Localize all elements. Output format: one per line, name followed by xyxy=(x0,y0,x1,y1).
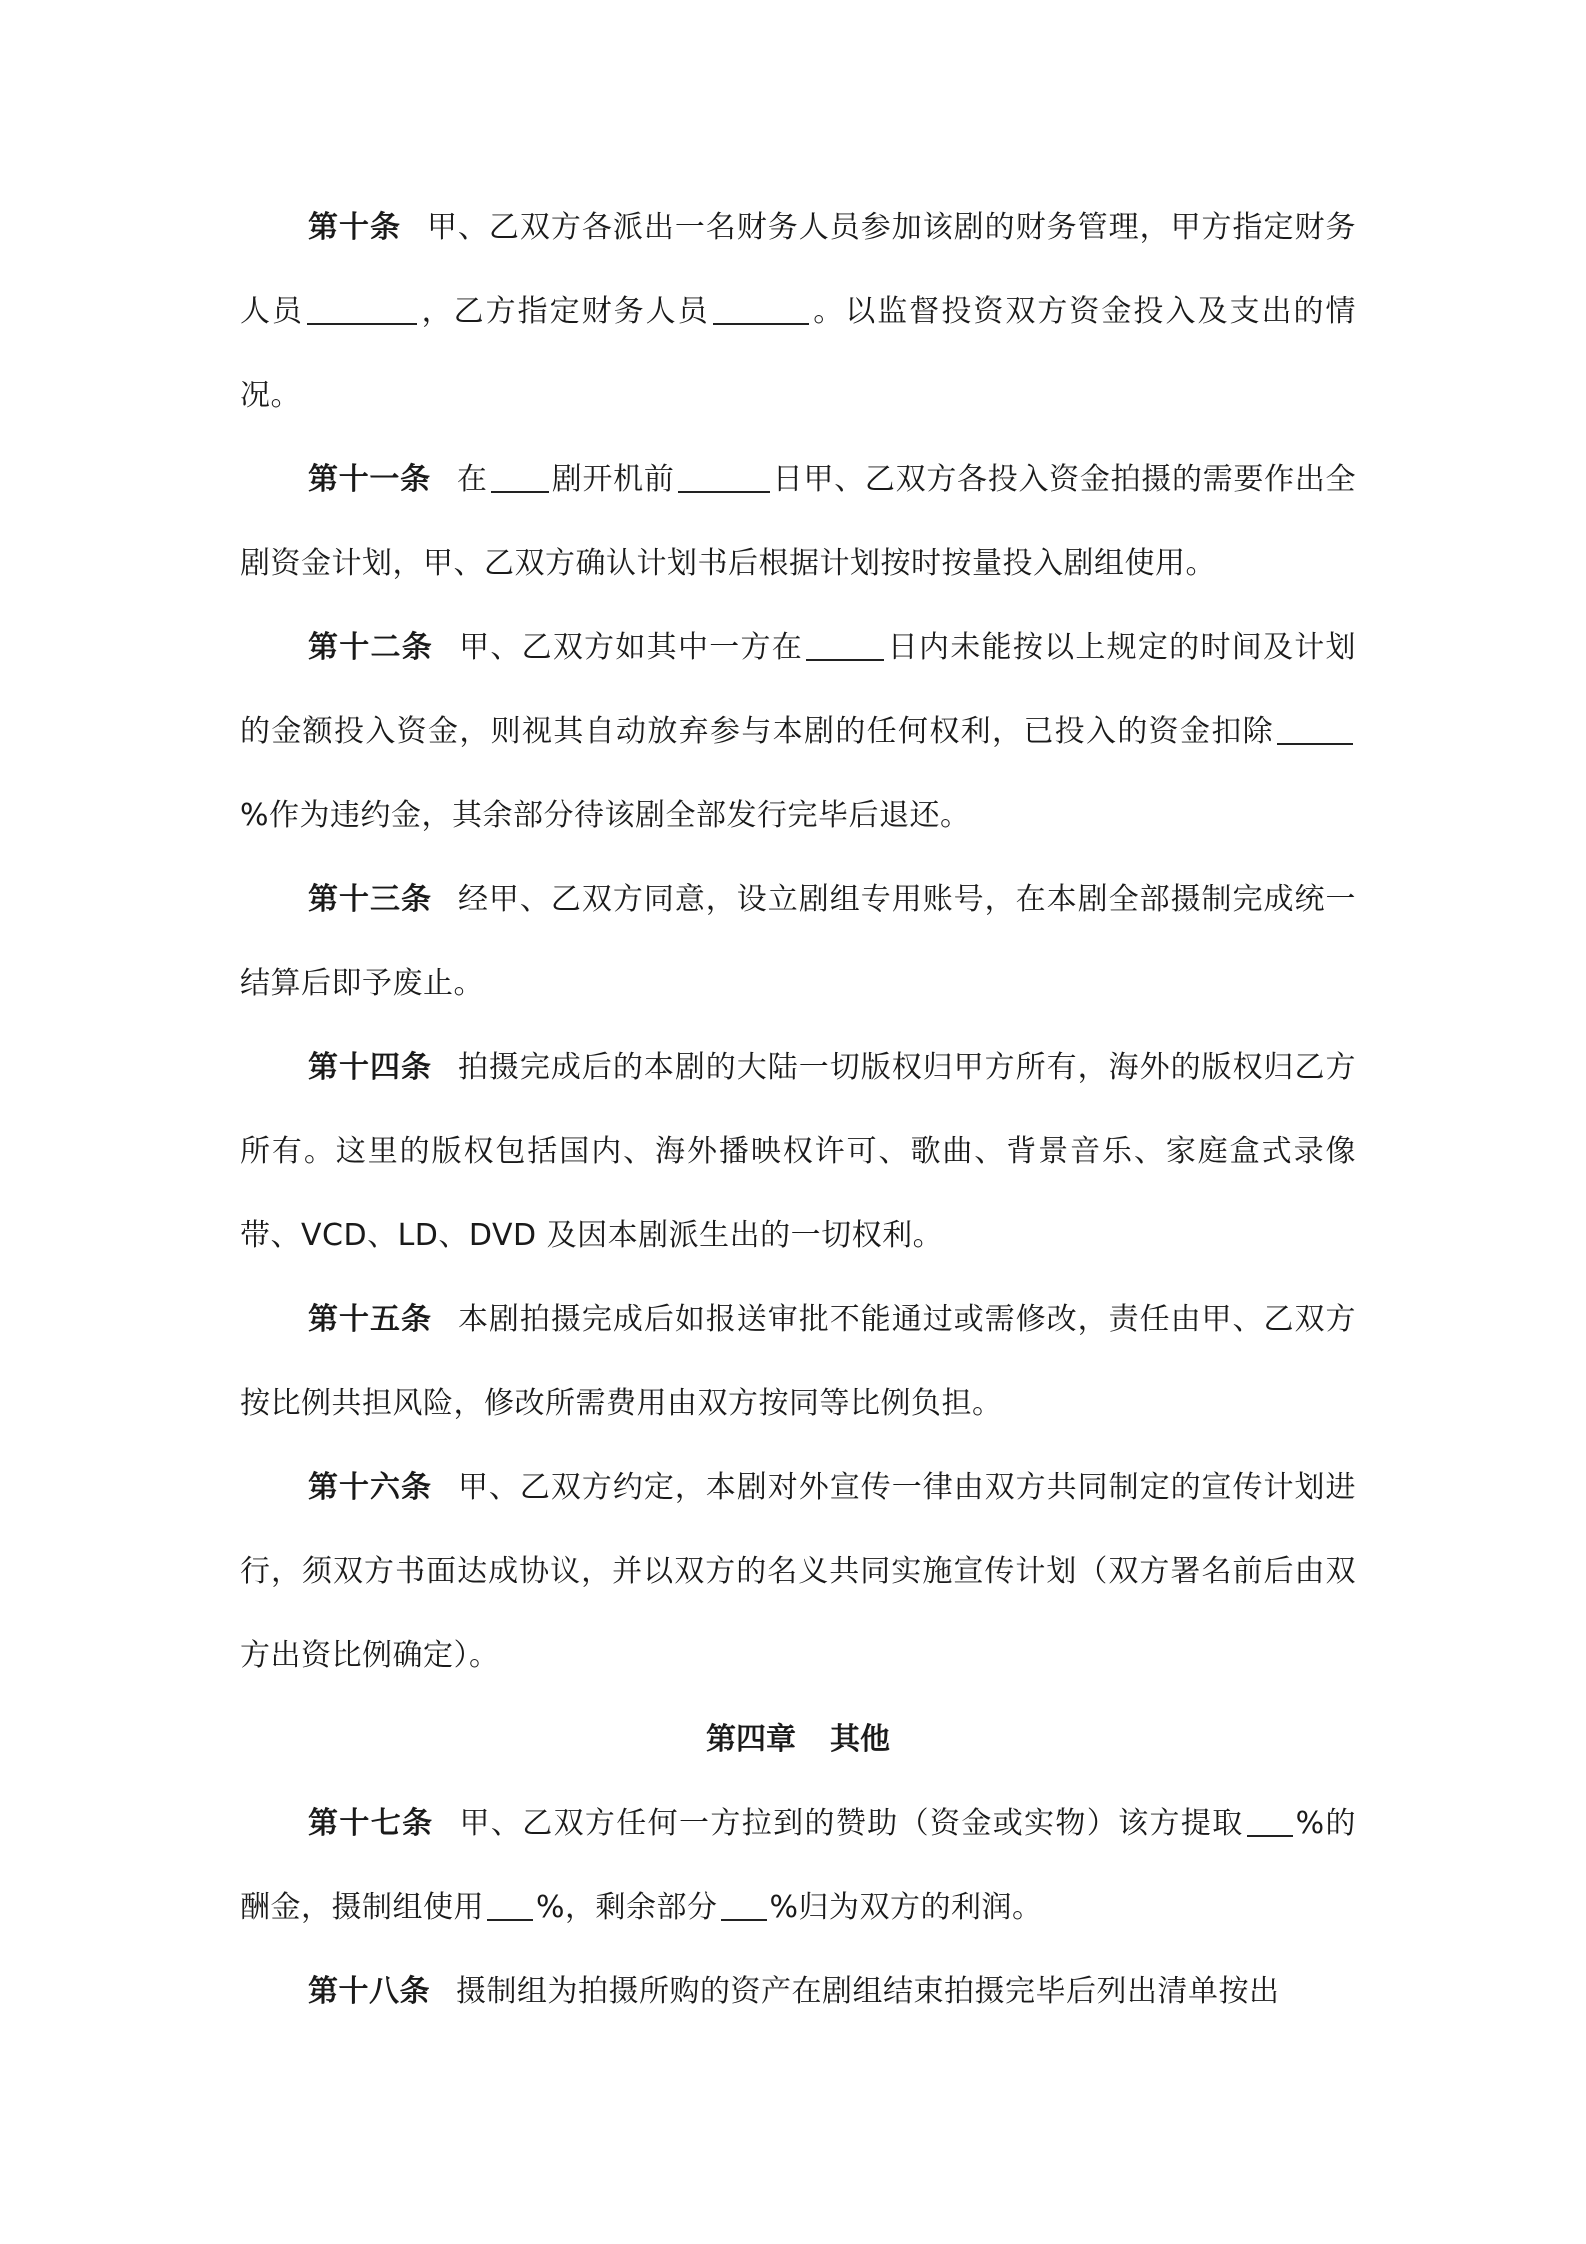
article-17 xyxy=(240,1782,1356,1950)
article-12-label: 第十二条 xyxy=(308,630,434,665)
penalty-percent-blank[interactable] xyxy=(1277,713,1353,745)
article-18 xyxy=(240,1950,1356,2034)
chapter-heading xyxy=(240,1698,1356,1782)
article-10 xyxy=(240,186,1356,438)
article-11-text-3: 日甲、乙双方各投入资金拍摄的需要作出全剧资金计划，甲、乙双方确认计划书后根据计划按时按量投入剧组使用。 xyxy=(240,462,1357,581)
days-before-start-blank[interactable] xyxy=(678,461,770,493)
days-limit-blank[interactable] xyxy=(806,629,884,661)
chapter-number: 第四章 xyxy=(706,1722,796,1757)
article-17-text-2: %的酬金，摄制组使用 xyxy=(240,1806,1356,1925)
article-13-label: 第十三条 xyxy=(308,882,432,917)
article-15-label: 第十五条 xyxy=(308,1302,432,1337)
article-12-text-2: 日内未能按以上规定的时间及计划的金额投入资金，则视其自动放弃参与本剧的任何权利，已投入的资金扣除 xyxy=(240,630,1357,749)
article-17-text-4: %归为双方的利润。 xyxy=(769,1890,1043,1925)
article-11-text-1: 在 xyxy=(456,462,488,497)
commission-percent-blank[interactable] xyxy=(1247,1805,1293,1837)
article-17-label: 第十七条 xyxy=(308,1806,434,1841)
article-10-text-3: 。以监督投资双方资金投入及支出的情况。 xyxy=(240,294,1357,413)
article-17-text-3: %，剩余部分 xyxy=(536,1890,718,1925)
article-11-text-2: 剧开机前 xyxy=(551,462,675,497)
article-14 xyxy=(240,1026,1356,1278)
article-11 xyxy=(240,438,1356,606)
article-17-text-1: 甲、乙双方任何一方拉到的赞助（资金或实物）该方提取 xyxy=(459,1806,1244,1841)
article-12-text-1: 甲、乙双方如其中一方在 xyxy=(459,630,804,665)
crew-use-percent-blank[interactable] xyxy=(487,1889,533,1921)
article-14-label: 第十四条 xyxy=(308,1050,432,1085)
finance-staff-b-blank[interactable] xyxy=(713,293,809,325)
article-14-text: 拍摄完成后的本剧的大陆一切版权归甲方所有，海外的版权归乙方所有。这里的版权包括国内、海外播映权许可、歌曲、背景音乐、家庭盒式录像带、VCD、LD、DVD 及因本剧派生出的一切权利。 xyxy=(240,1050,1356,1253)
article-12 xyxy=(240,606,1356,858)
article-16-text: 甲、乙双方约定，本剧对外宣传一律由双方共同制定的宣传计划进行，须双方书面达成协议，并以双方的名义共同实施宣传计划（双方署名前后由双方出资比例确定）。 xyxy=(240,1470,1356,1673)
finance-staff-a-blank[interactable] xyxy=(307,293,417,325)
article-11-label: 第十一条 xyxy=(308,462,431,497)
article-13-text: 经甲、乙双方同意，设立剧组专用账号，在本剧全部摄制完成统一结算后即予废止。 xyxy=(240,882,1356,1001)
article-18-text: 摄制组为拍摄所购的资产在剧组结束拍摄完毕后列出清单按出 xyxy=(456,1974,1280,2009)
chapter-title: 其他 xyxy=(830,1722,890,1757)
article-10-text-1: 甲、乙双方各派出一名财务人员参加该剧的财务管理，甲方指定财务人员 xyxy=(240,210,1356,329)
article-15 xyxy=(240,1278,1356,1446)
article-13 xyxy=(240,858,1356,1026)
article-15-text: 本剧拍摄完成后如报送审批不能通过或需修改，责任由甲、乙双方按比例共担风险，修改所需费用由双方按同等比例负担。 xyxy=(240,1302,1356,1421)
article-10-text-2: ，乙方指定财务人员 xyxy=(420,294,710,329)
article-18-label: 第十八条 xyxy=(308,1974,430,2009)
article-16-label: 第十六条 xyxy=(308,1470,432,1505)
article-12-text-3: %作为违约金，其余部分待该剧全部发行完毕后退还。 xyxy=(240,798,971,833)
remaining-percent-blank[interactable] xyxy=(721,1889,767,1921)
article-10-label: 第十条 xyxy=(308,210,401,245)
article-16 xyxy=(240,1446,1356,1698)
drama-name-blank[interactable] xyxy=(491,461,549,493)
